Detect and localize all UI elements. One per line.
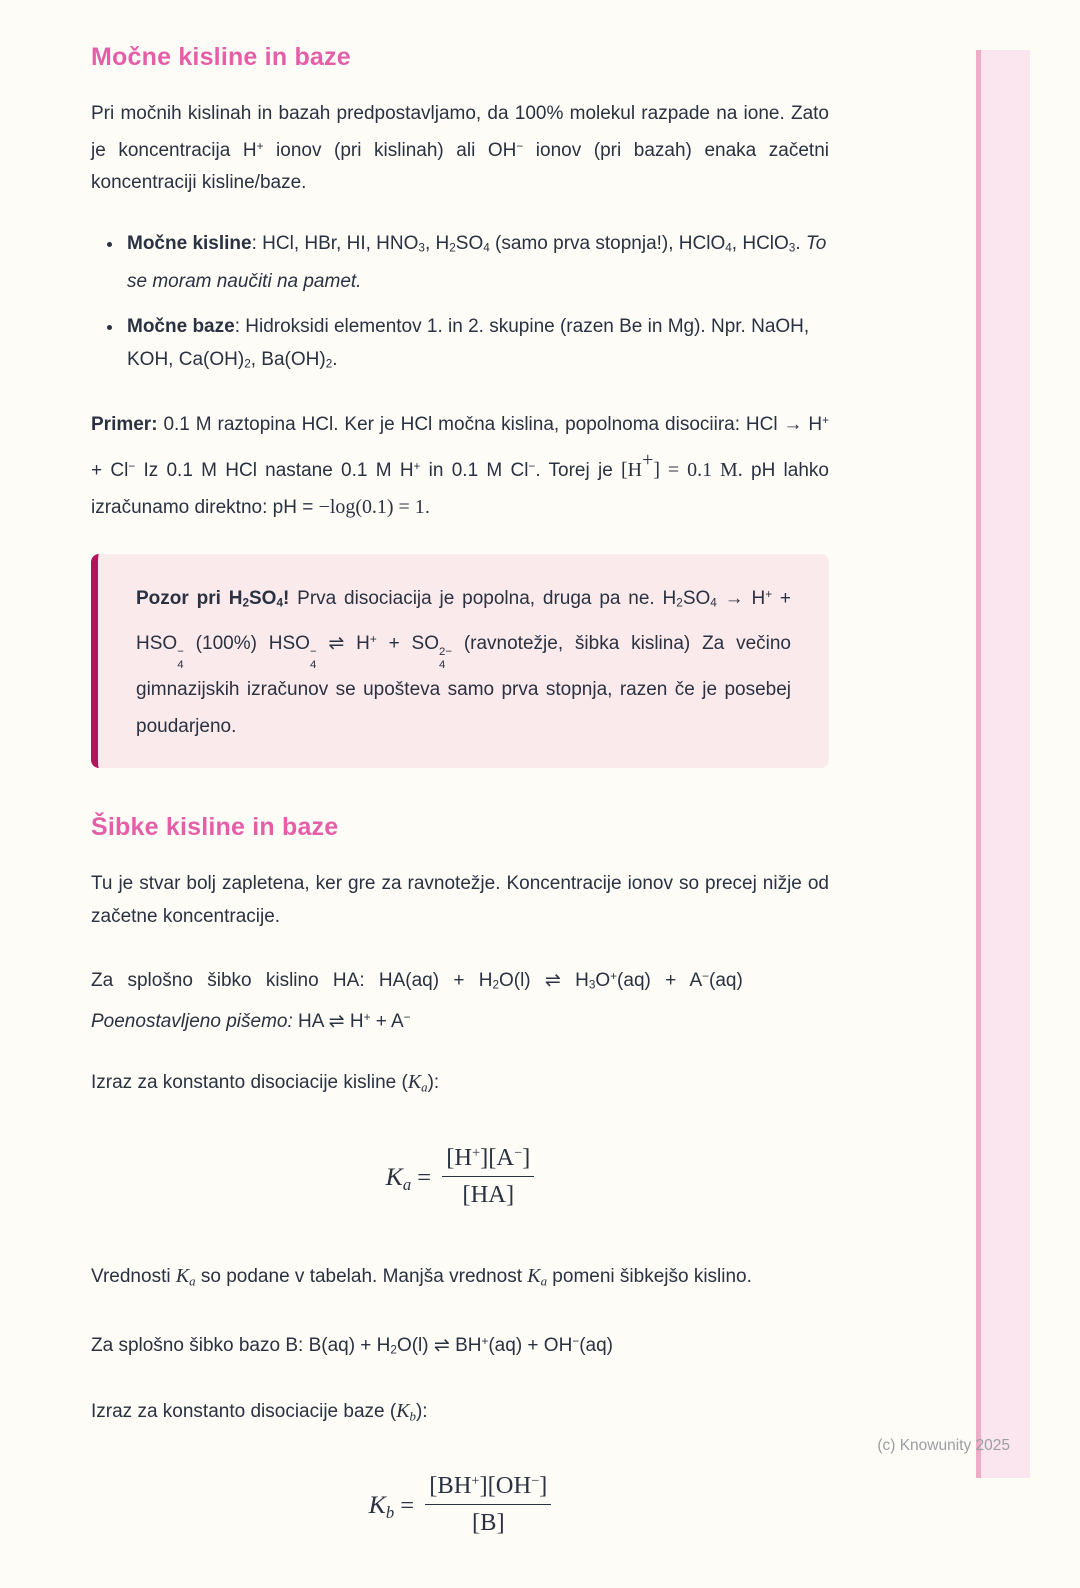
list-item-strong-acids: • Močne kisline: HCl, HBr, HI, $HNO_3$, $H_2SO_4$ (samo prva stopnja!), HClO$_4$, HClO$_3$. To se moram naučiti na pamet. <box>124 227 829 298</box>
list-item-strong-bases: • Močne baze: Hidroksidi elementov 1. in 2. skupine (razen Be in Mg). Npr. NaOH, KOH, $Ca(OH)_2$, $Ba(OH)_2$. <box>124 310 829 381</box>
intro-paragraph: Pri močnih kislinah in bazah predpostavljamo, da 100% molekul razpade na ione. Zato je koncentracija H+ ionov (pri kislinah) ali OH− ionov (pri bazah) enaka začetni koncentraciji kisline/baze. <box>91 103 829 193</box>
acid-reaction-paragraph: Za splošno šibko kislino HA: $HA(aq) + H_2O(l)$ ⇌ $H_3O^+(aq) + A^-(aq)$ Poenostavljeno pišemo: HA ⇌ H+ + A− <box>91 969 743 1032</box>
ka-formula: Ka = $\frac{[H^+][A^-]}{[HA]}$ <box>91 1147 829 1212</box>
copyright-text: (c) Knowunity 2025 <box>877 1437 1010 1454</box>
section-title-strong-acids-bases: Močne kisline in baze <box>91 43 351 71</box>
section-title-weak-acids-bases: Šibke kisline in baze <box>91 813 339 842</box>
strong-acids-bases-list <box>91 227 829 380</box>
example-paragraph: Primer: 0.1 M raztopina HCl. Ker je HCl močna kislina, popolnoma disociira: HCl → H+ + Cl− Iz 0.1 M HCl nastane 0.1 M H+ in 0.1 M Cl−. Torej je [H+] = 0.1 M. pH lahko izračunamo direktno: pH = −log(0.1) = 1. <box>91 413 829 519</box>
kb-formula: Kb = $\frac{[BH^+][OH^-]}{[B]}$ <box>91 1475 829 1540</box>
callout-text: Pozor pri $H_2SO_4$! Prva disociacija je popolna, druga pa ne. $H_2SO_4 \to H^+$ + HSO − 4 (100%) HSO − 4 ⇌ H+ + SO 2− 4 (ravnotežje, šibka kislina) Za večino gimnazijskih izračunov se upošteva samo prva stopnja, razen če je posebej poudarjeno. <box>136 588 792 737</box>
callout-box <box>91 554 829 768</box>
document-content <box>91 42 829 1588</box>
decorative-side-stripe <box>976 50 1030 1478</box>
kb-label-paragraph: Izraz za konstanto disociacije baze (Kb): <box>91 1399 428 1424</box>
base-reaction-paragraph: Za splošno šibko bazo B: $B(aq) + H_2O(l)$ ⇌ BH+(aq) + OH−(aq) <box>91 1334 613 1357</box>
weak-intro-paragraph: Tu je stvar bolj zapletena, ker gre za ravnotežje. Koncentracije ionov so precej nižje od začetne koncentracije. <box>91 873 829 927</box>
ka-values-paragraph: Vrednosti Ka so podane v tabelah. Manjša vrednost Ka pomeni šibkejšo kislino. <box>91 1264 752 1289</box>
ka-label-paragraph: Izraz za konstanto disociacije kisline (Ka): <box>91 1071 440 1096</box>
